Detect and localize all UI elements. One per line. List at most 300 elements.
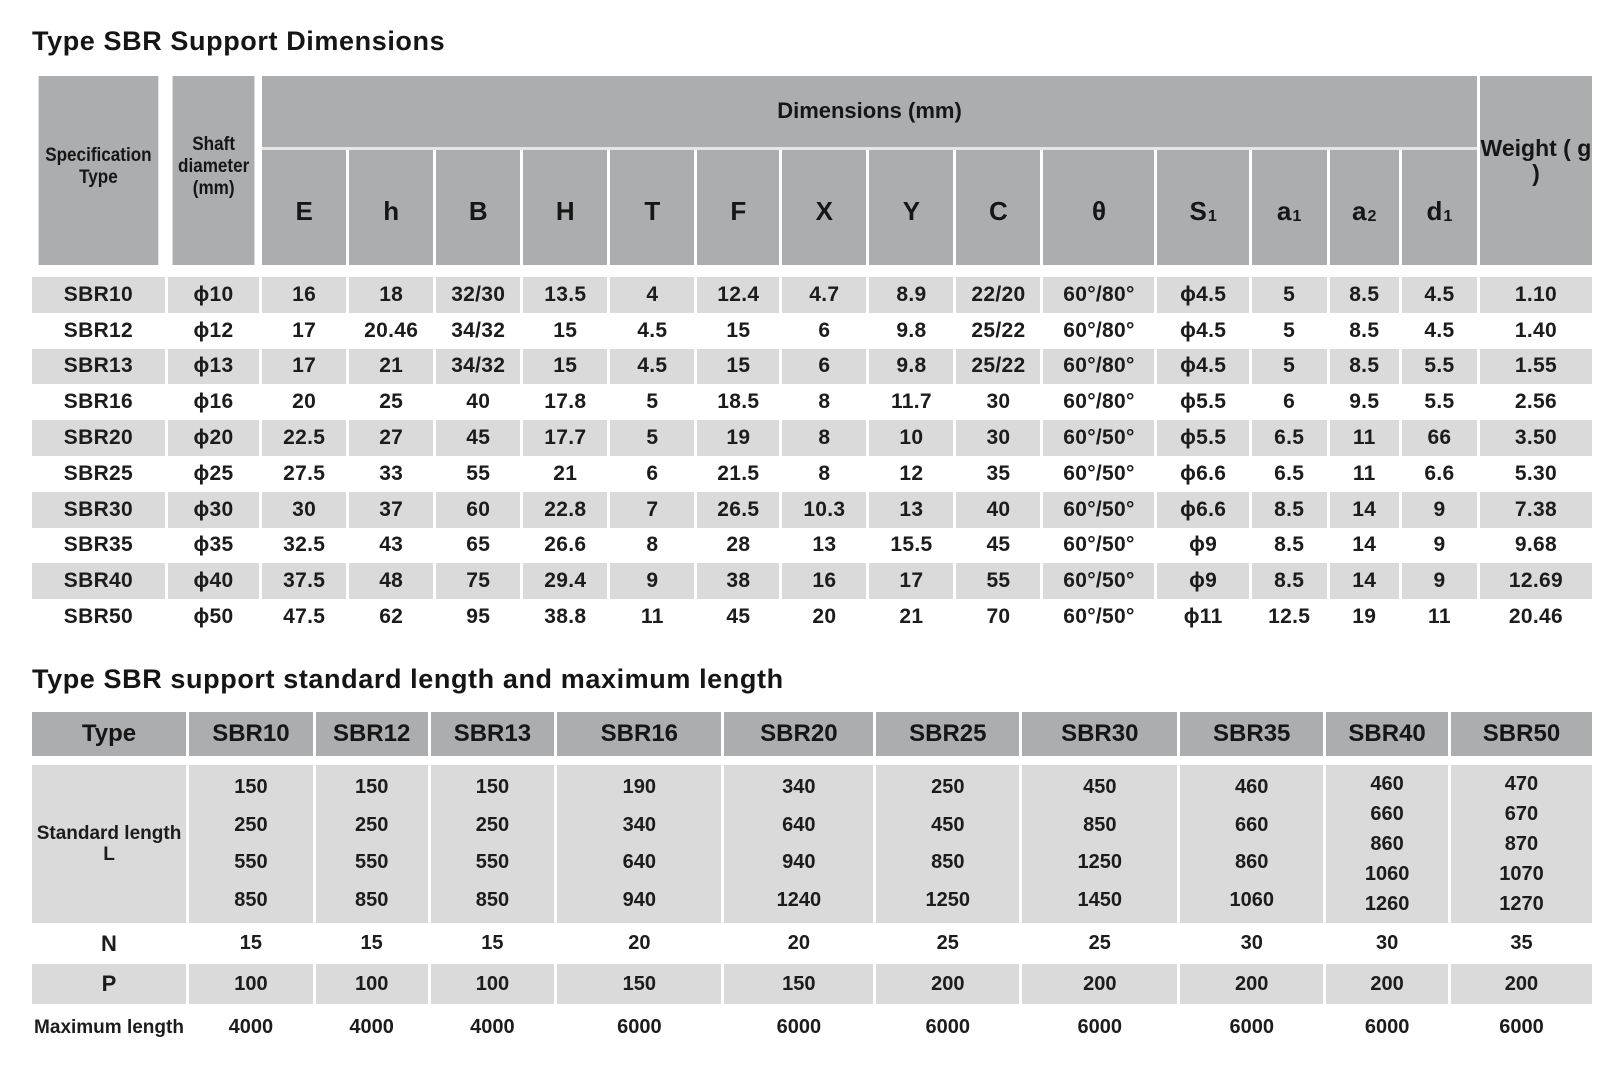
cell-p: 100	[316, 964, 428, 1004]
table-cell: 48	[349, 563, 433, 599]
table-cell: 9.8	[869, 349, 953, 385]
table-cell: 17	[869, 563, 953, 599]
table-cell: ϕ11	[1157, 599, 1248, 635]
cell-p: 200	[876, 964, 1019, 1004]
table-cell: ϕ16	[168, 384, 259, 420]
table-cell: 9	[1402, 528, 1477, 564]
table-cell: 19	[697, 420, 779, 456]
header-dim-12	[1330, 150, 1400, 265]
table-cell: 4.7	[782, 277, 866, 313]
standard-length-value: 850	[234, 888, 268, 911]
table-cell: 60°/50°	[1043, 456, 1154, 492]
row-label-p: P	[32, 964, 186, 1004]
table-cell: 16	[782, 563, 866, 599]
header-dim-subscript: 1	[1207, 206, 1217, 225]
table-cell: 12.4	[697, 277, 779, 313]
standard-length-value: 1250	[1077, 851, 1123, 874]
cell-standard-lengths	[557, 765, 721, 923]
header-dim-1	[349, 150, 433, 265]
table-cell: 30	[956, 420, 1040, 456]
header-type-sbr40: SBR40	[1326, 712, 1448, 756]
standard-length-value: 460	[1235, 776, 1269, 799]
table-cell: 14	[1330, 528, 1400, 564]
standard-length-value: 460	[1370, 772, 1404, 795]
table-cell: 6	[610, 456, 694, 492]
cell-spec-type: SBR25	[32, 456, 165, 492]
table-cell: ϕ9	[1157, 528, 1248, 564]
table-cell: 11	[1330, 420, 1400, 456]
table-cell: 13	[869, 492, 953, 528]
cell-n: 20	[557, 923, 721, 964]
table-cell: 22.8	[523, 492, 607, 528]
cell-max-length: 6000	[1451, 1004, 1592, 1050]
cell-p: 150	[724, 964, 873, 1004]
table-cell: 15	[523, 313, 607, 349]
table-cell: 5	[610, 384, 694, 420]
header-type: Type	[32, 712, 186, 756]
standard-length-value: 1060	[1229, 888, 1274, 911]
table-cell: 8.5	[1330, 277, 1400, 313]
table-cell: 9.68	[1480, 528, 1592, 564]
cell-max-length: 6000	[1022, 1004, 1177, 1050]
table-cell: 1.10	[1480, 277, 1592, 313]
table-cell: 13.5	[523, 277, 607, 313]
table-cell: 8.5	[1330, 313, 1400, 349]
cell-standard-lengths	[1451, 765, 1592, 923]
table-cell: 4.5	[610, 313, 694, 349]
table-cell: 25/22	[956, 349, 1040, 385]
table-cell: 37.5	[262, 563, 346, 599]
header-type-sbr25: SBR25	[876, 712, 1019, 756]
cell-standard-lengths	[876, 765, 1019, 923]
table-cell: 55	[956, 563, 1040, 599]
row-label-standard-length: Standard length L	[32, 765, 186, 923]
header-dim-13	[1402, 150, 1477, 265]
table-cell: ϕ9	[1157, 563, 1248, 599]
table1-title: Type SBR Support Dimensions	[32, 26, 446, 56]
table-cell: 8.9	[869, 277, 953, 313]
standard-length-value: 940	[622, 888, 657, 911]
row-label-max-length: Maximum length	[32, 1004, 186, 1050]
table-cell: 60°/80°	[1043, 349, 1154, 385]
table-cell: 4.5	[610, 349, 694, 385]
cell-spec-type: SBR16	[32, 384, 165, 420]
table-cell: 7	[610, 492, 694, 528]
header-dim-symbol: h	[383, 195, 400, 226]
cell-p: 200	[1326, 964, 1448, 1004]
table-cell: 5	[1252, 313, 1327, 349]
table-cell: 17	[262, 313, 346, 349]
table-cell: 26.6	[523, 528, 607, 564]
standard-length-value: 550	[234, 851, 268, 874]
table-cell: 5	[1252, 277, 1327, 313]
cell-p: 200	[1022, 964, 1177, 1004]
table-cell: 40	[436, 384, 520, 420]
table-cell: 12.69	[1480, 563, 1592, 599]
table-cell: 8.5	[1252, 563, 1327, 599]
table-cell: ϕ40	[168, 563, 259, 599]
table-cell: 33	[349, 456, 433, 492]
standard-length-value: 940	[782, 851, 816, 874]
header-dimensions-group: Dimensions (mm)	[262, 76, 1477, 150]
table-cell: 14	[1330, 492, 1400, 528]
header-dim-5	[697, 150, 779, 265]
table-row	[32, 349, 1592, 385]
table-cell: 15.5	[869, 528, 953, 564]
table-cell: 7.38	[1480, 492, 1592, 528]
cell-p: 200	[1451, 964, 1592, 1004]
table-cell: 8	[782, 420, 866, 456]
header-spec-type: Specification Type	[39, 76, 159, 265]
cell-p: 100	[431, 964, 555, 1004]
table-cell: 10	[869, 420, 953, 456]
cell-standard-lengths	[189, 765, 313, 923]
table-cell: 25	[349, 384, 433, 420]
table-cell: 22/20	[956, 277, 1040, 313]
table-cell: 20	[782, 599, 866, 635]
standard-length-value: 340	[622, 813, 657, 836]
standard-length-value: 190	[622, 776, 657, 799]
header-dim-subscript: 2	[1367, 206, 1377, 225]
table-cell: 9.8	[869, 313, 953, 349]
table-cell: 2.56	[1480, 384, 1592, 420]
table-cell: 30	[956, 384, 1040, 420]
table-cell: ϕ20	[168, 420, 259, 456]
table-cell: ϕ13	[168, 349, 259, 385]
table-cell: 30	[262, 492, 346, 528]
table-row	[32, 599, 1592, 635]
standard-length-value: 850	[354, 888, 389, 911]
table-cell: 6.6	[1402, 456, 1477, 492]
table-cell: 6	[782, 313, 866, 349]
cell-max-length: 6000	[876, 1004, 1019, 1050]
table-cell: 45	[956, 528, 1040, 564]
table-cell: 38	[697, 563, 779, 599]
header-dim-symbol: Y	[902, 195, 921, 226]
header-dim-symbol: a	[1352, 195, 1367, 226]
cell-max-length: 6000	[1180, 1004, 1323, 1050]
table-cell: 45	[697, 599, 779, 635]
table-cell: ϕ10	[168, 277, 259, 313]
standard-length-value: 150	[234, 776, 268, 799]
table-cell: 15	[697, 313, 779, 349]
header-type-sbr13: SBR13	[431, 712, 555, 756]
standard-length-value: 250	[931, 776, 965, 799]
table-cell: 37	[349, 492, 433, 528]
table-cell: 13	[782, 528, 866, 564]
header-dim-10	[1157, 150, 1248, 265]
table-cell: 28	[697, 528, 779, 564]
table-cell: 11.7	[869, 384, 953, 420]
table-cell: 22.5	[262, 420, 346, 456]
table-cell: 47.5	[262, 599, 346, 635]
header-dim-7	[869, 150, 953, 265]
table-cell: 8.5	[1252, 528, 1327, 564]
table-cell: 18	[349, 277, 433, 313]
table-cell: 35	[956, 456, 1040, 492]
table-row	[32, 528, 1592, 564]
table-cell: 60°/50°	[1043, 528, 1154, 564]
cell-spec-type: SBR50	[32, 599, 165, 635]
table-cell: 17.8	[523, 384, 607, 420]
table-cell: 60°/50°	[1043, 599, 1154, 635]
standard-length-value: 1240	[776, 888, 822, 911]
standard-length-value: 850	[1083, 813, 1117, 836]
table-cell: 9	[1402, 492, 1477, 528]
table-cell: ϕ4.5	[1157, 313, 1248, 349]
header-dim-8	[956, 150, 1040, 265]
table-cell: 60°/80°	[1043, 313, 1154, 349]
standard-length-value: 340	[782, 776, 816, 799]
table-cell: 6.5	[1252, 420, 1327, 456]
table-cell: 1.40	[1480, 313, 1592, 349]
table-cell: 21.5	[697, 456, 779, 492]
cell-n: 35	[1451, 923, 1592, 964]
standard-length-value: 1270	[1499, 892, 1544, 915]
standard-length-value: 850	[475, 888, 510, 911]
standard-length-value: 640	[782, 813, 816, 836]
header-type-sbr16: SBR16	[557, 712, 721, 756]
table-cell: 12	[869, 456, 953, 492]
cell-n: 30	[1180, 923, 1323, 964]
standard-length-value: 1450	[1077, 888, 1123, 911]
table-cell: 5.5	[1402, 384, 1477, 420]
standard-length-value: 450	[1083, 776, 1117, 799]
cell-standard-lengths	[431, 765, 555, 923]
header-dim-subscript: 1	[1443, 206, 1453, 225]
cell-spec-type: SBR20	[32, 420, 165, 456]
header-weight: Weight ( g )	[1480, 76, 1592, 265]
table-cell: 45	[436, 420, 520, 456]
table-cell: ϕ4.5	[1157, 349, 1248, 385]
standard-length-value: 670	[1504, 802, 1539, 825]
header-dim-symbol: θ	[1091, 195, 1106, 226]
table-cell: 9	[1402, 563, 1477, 599]
table-cell: 5	[610, 420, 694, 456]
table-cell: 12.5	[1252, 599, 1327, 635]
table-cell: ϕ6.6	[1157, 492, 1248, 528]
table-cell: 8	[610, 528, 694, 564]
table-cell: 18.5	[697, 384, 779, 420]
table2-title: Type SBR support standard length and maximum length	[32, 664, 784, 694]
cell-max-length: 4000	[189, 1004, 313, 1050]
cell-standard-lengths	[1326, 765, 1448, 923]
table-cell: 1.55	[1480, 349, 1592, 385]
table-cell: 20.46	[1480, 599, 1592, 635]
cell-max-length: 6000	[557, 1004, 721, 1050]
header-dim-2	[436, 150, 520, 265]
cell-spec-type: SBR35	[32, 528, 165, 564]
cell-p: 200	[1180, 964, 1323, 1004]
header-dim-subscript: 1	[1292, 206, 1302, 225]
cell-spec-type: SBR30	[32, 492, 165, 528]
header-dim-symbol: X	[815, 195, 834, 226]
header-dim-symbol: C	[989, 195, 1008, 226]
header-type-sbr12: SBR12	[316, 712, 428, 756]
standard-length-value: 1060	[1364, 862, 1410, 885]
table-row	[32, 420, 1592, 456]
header-dim-0	[262, 150, 346, 265]
table-cell: 5.5	[1402, 349, 1477, 385]
standard-length-value: 660	[1235, 813, 1269, 836]
standard-length-value: 1260	[1364, 892, 1410, 915]
header-dim-symbol: E	[295, 195, 313, 226]
standard-length-value: 250	[354, 813, 389, 836]
table-cell: 34/32	[436, 313, 520, 349]
table-cell: ϕ25	[168, 456, 259, 492]
table-row	[32, 563, 1592, 599]
table-cell: 6	[1252, 384, 1327, 420]
cell-max-length: 6000	[1326, 1004, 1448, 1050]
standard-length-value: 470	[1504, 772, 1539, 795]
table-cell: 60°/80°	[1043, 384, 1154, 420]
table-cell: 17	[262, 349, 346, 385]
standard-length-value: 860	[1370, 832, 1404, 855]
cell-standard-lengths	[724, 765, 873, 923]
table-row	[32, 456, 1592, 492]
table-cell: 75	[436, 563, 520, 599]
standard-length-value: 250	[475, 813, 510, 836]
header-dim-11	[1252, 150, 1327, 265]
cell-n: 30	[1326, 923, 1448, 964]
table-cell: 60°/80°	[1043, 277, 1154, 313]
table-cell: 38.8	[523, 599, 607, 635]
table-cell: 43	[349, 528, 433, 564]
table-cell: ϕ30	[168, 492, 259, 528]
table-cell: 17.7	[523, 420, 607, 456]
header-dim-symbol: a	[1276, 195, 1292, 226]
support-dimensions-table	[29, 76, 1595, 635]
table-cell: 8.5	[1252, 492, 1327, 528]
table-cell: 29.4	[523, 563, 607, 599]
cell-n: 15	[189, 923, 313, 964]
header-type-sbr50: SBR50	[1451, 712, 1592, 756]
table-cell: 26.5	[697, 492, 779, 528]
table-cell: 62	[349, 599, 433, 635]
table-cell: 11	[1402, 599, 1477, 635]
table-cell: 3.50	[1480, 420, 1592, 456]
table-cell: 40	[956, 492, 1040, 528]
cell-p: 150	[557, 964, 721, 1004]
standard-length-table	[29, 712, 1595, 1050]
table-row	[32, 277, 1592, 313]
table-cell: ϕ5.5	[1157, 420, 1248, 456]
table-cell: 5.30	[1480, 456, 1592, 492]
standard-length-value: 550	[354, 851, 389, 874]
cell-n: 15	[316, 923, 428, 964]
table-cell: 27.5	[262, 456, 346, 492]
table-cell: 25/22	[956, 313, 1040, 349]
row-label-n: N	[32, 923, 186, 964]
table-cell: 9	[610, 563, 694, 599]
table-cell: 60°/50°	[1043, 563, 1154, 599]
table-cell: 60°/50°	[1043, 420, 1154, 456]
table-cell: ϕ5.5	[1157, 384, 1248, 420]
table-row	[32, 384, 1592, 420]
table-cell: 32/30	[436, 277, 520, 313]
cell-n: 15	[431, 923, 555, 964]
table-cell: 8	[782, 384, 866, 420]
table-cell: 11	[1330, 456, 1400, 492]
table-cell: 6	[782, 349, 866, 385]
table-cell: 11	[610, 599, 694, 635]
table-cell: 55	[436, 456, 520, 492]
header-dim-4	[610, 150, 694, 265]
standard-length-value: 150	[354, 776, 389, 799]
table-cell: 5	[1252, 349, 1327, 385]
cell-spec-type: SBR40	[32, 563, 165, 599]
standard-length-value: 870	[1504, 832, 1539, 855]
table-cell: 8	[782, 456, 866, 492]
table-cell: 19	[1330, 599, 1400, 635]
table-cell: 10.3	[782, 492, 866, 528]
header-dim-symbol: H	[555, 195, 575, 226]
header-shaft-diameter: Shaft diameter (mm)	[172, 76, 254, 265]
cell-n: 25	[876, 923, 1019, 964]
table-cell: 15	[697, 349, 779, 385]
cell-spec-type: SBR12	[32, 313, 165, 349]
table-row	[32, 492, 1592, 528]
cell-n: 20	[724, 923, 873, 964]
header-type-sbr35: SBR35	[1180, 712, 1323, 756]
header-dim-9	[1043, 150, 1154, 265]
table-cell: 16	[262, 277, 346, 313]
table-cell: 34/32	[436, 349, 520, 385]
table-cell: 21	[869, 599, 953, 635]
table-cell: 21	[523, 456, 607, 492]
cell-p: 100	[189, 964, 313, 1004]
header-dim-symbol: B	[468, 195, 488, 226]
table-cell: ϕ4.5	[1157, 277, 1248, 313]
table-cell: 27	[349, 420, 433, 456]
cell-max-length: 4000	[316, 1004, 428, 1050]
table-cell: 65	[436, 528, 520, 564]
cell-max-length: 4000	[431, 1004, 555, 1050]
standard-length-value: 150	[475, 776, 510, 799]
standard-length-value: 1250	[925, 888, 971, 911]
header-dim-symbol: d	[1426, 195, 1443, 226]
table-cell: 70	[956, 599, 1040, 635]
table-cell: 66	[1402, 420, 1477, 456]
cell-n: 25	[1022, 923, 1177, 964]
table-cell: 15	[523, 349, 607, 385]
table-cell: 20.46	[349, 313, 433, 349]
table-cell: 60°/50°	[1043, 492, 1154, 528]
standard-length-value: 660	[1370, 802, 1404, 825]
header-dim-3	[523, 150, 607, 265]
table-cell: 6.5	[1252, 456, 1327, 492]
header-type-sbr30: SBR30	[1022, 712, 1177, 756]
table-cell: 14	[1330, 563, 1400, 599]
table-cell: ϕ35	[168, 528, 259, 564]
standard-length-value: 850	[931, 851, 965, 874]
cell-standard-lengths	[1022, 765, 1177, 923]
standard-length-value: 1070	[1499, 862, 1544, 885]
cell-max-length: 6000	[724, 1004, 873, 1050]
table-cell: 95	[436, 599, 520, 635]
cell-spec-type: SBR10	[32, 277, 165, 313]
table-cell: 4.5	[1402, 277, 1477, 313]
header-dim-symbol: S	[1189, 195, 1207, 226]
table-cell: 21	[349, 349, 433, 385]
header-type-sbr20: SBR20	[724, 712, 873, 756]
table-cell: ϕ12	[168, 313, 259, 349]
table-cell: ϕ6.6	[1157, 456, 1248, 492]
table-cell: 4	[610, 277, 694, 313]
header-dim-symbol: T	[644, 195, 661, 226]
cell-standard-lengths	[316, 765, 428, 923]
cell-standard-lengths	[1180, 765, 1323, 923]
